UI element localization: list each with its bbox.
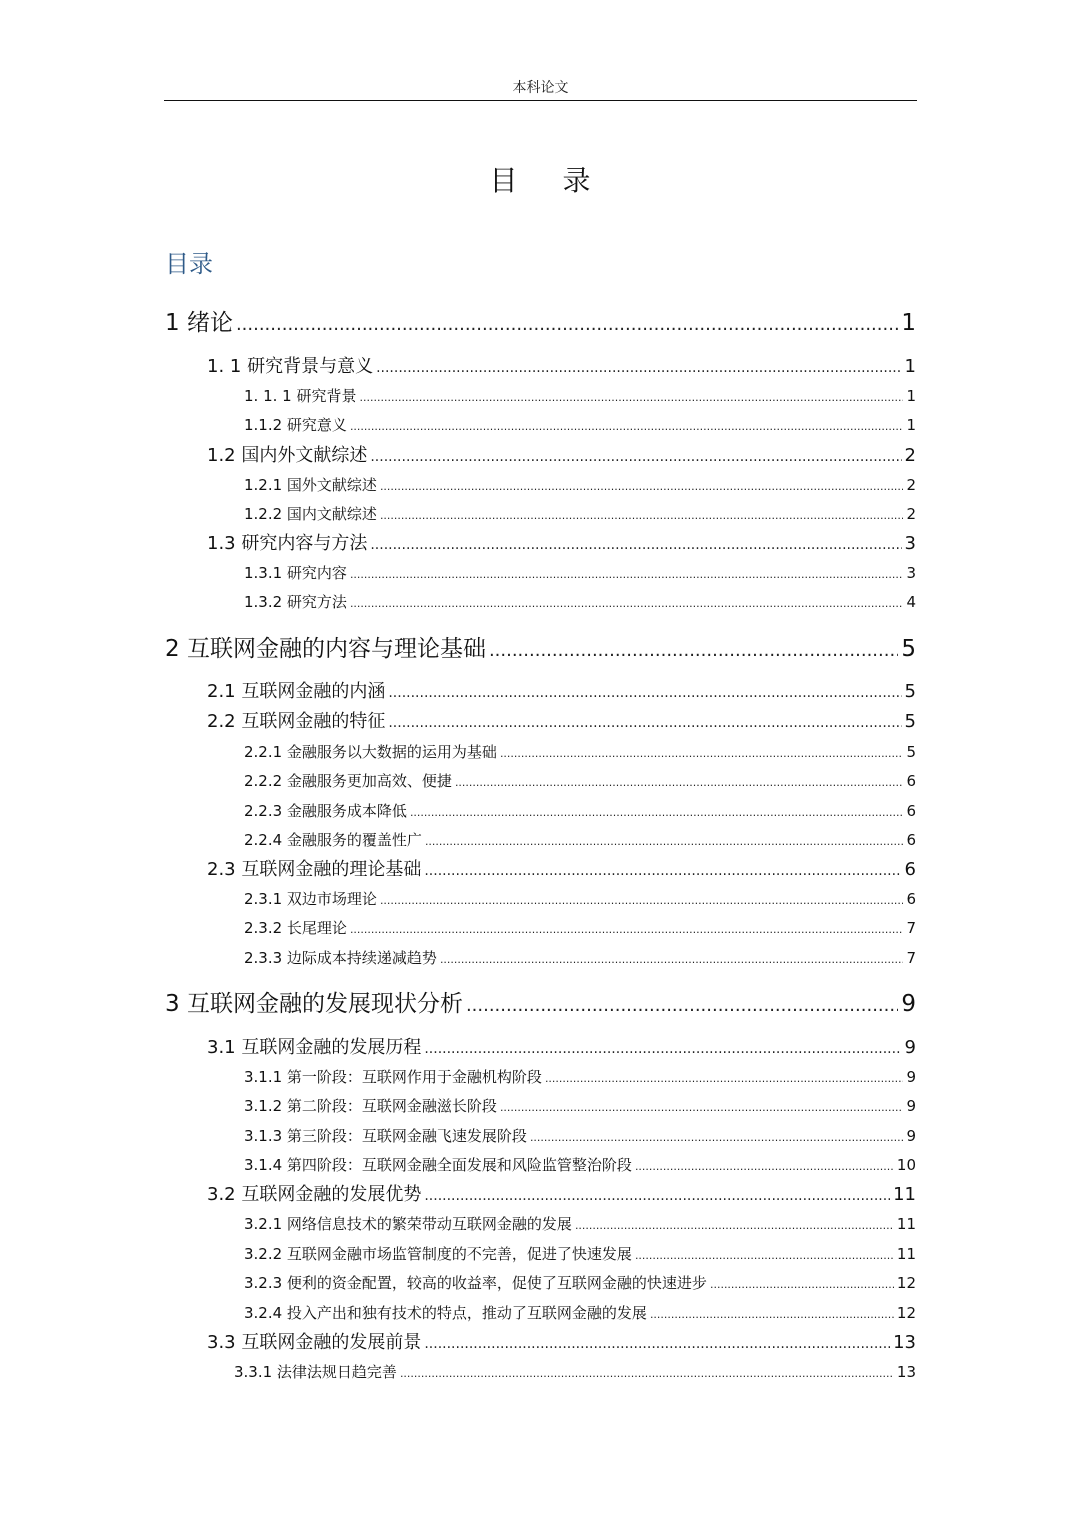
toc-entry-page: 9 [901,991,916,1017]
toc-entry-2-2-4[interactable] [244,829,916,851]
toc-entry-label: 1.3 研究内容与方法 [207,533,368,554]
toc-entry-label: 2.2.2 金融服务更加高效、便捷 [244,772,452,790]
dot-leader [400,1363,894,1383]
dot-leader [350,416,904,436]
toc-entry-label: 1.3.1 研究内容 [244,564,347,582]
toc-entry-2-2-2[interactable] [244,770,916,792]
toc-entry-page: 5 [906,743,916,761]
dot-leader [425,831,904,851]
toc-entry-page: 7 [906,919,916,937]
dot-leader [410,802,904,822]
dot-leader [380,505,904,525]
toc-entry-1-2[interactable] [207,443,916,469]
toc-entry-label: 3.2.2 互联网金融市场监管制度的不完善，促进了快速发展 [244,1245,632,1263]
toc-entry-label: 2.3.2 长尾理论 [244,919,347,937]
toc-entry-label: 3.1.2 第二阶段：互联网金融滋长阶段 [244,1097,497,1115]
toc-entry-label: 3.2.3 便利的资金配置，较高的收益率，促使了互联网金融的快速进步 [244,1274,707,1292]
toc-entry-3-1-1[interactable] [244,1066,916,1088]
toc-entry-label: 2.2 互联网金融的特征 [207,711,386,732]
toc-entry-1[interactable] [165,307,916,339]
toc-entry-page: 13 [896,1363,916,1381]
toc-entry-1-1[interactable] [207,354,916,380]
toc-entry-label: 1.3.2 研究方法 [244,593,347,611]
toc-entry-1-3[interactable] [207,531,916,557]
toc-entry-page: 3 [904,533,916,554]
dot-leader [350,564,904,584]
dot-leader [424,858,901,883]
toc-entry-label: 3.1.4 第四阶段：互联网金融全面发展和风险监管整治阶段 [244,1156,632,1174]
dot-leader [388,680,901,705]
toc-entry-3-2-1[interactable] [244,1213,916,1235]
dot-leader [500,1097,904,1117]
toc-entry-label: 3.1 互联网金融的发展历程 [207,1037,422,1058]
dot-leader [370,532,901,557]
dot-leader [380,890,904,910]
dot-leader [350,593,904,613]
dot-leader [466,990,898,1020]
toc-entry-2-2-1[interactable] [244,741,916,763]
toc-entry-3-3-1[interactable] [234,1361,916,1383]
toc-entry-3-1-2[interactable] [244,1095,916,1117]
toc-entry-page: 11 [896,1245,916,1263]
dot-leader [350,919,904,939]
toc-entry-2-2-3[interactable] [244,800,916,822]
toc-entry-label: 3.3 互联网金融的发展前景 [207,1332,422,1353]
toc-entry-page: 5 [904,681,916,702]
toc-entry-3-2-4[interactable] [244,1302,916,1324]
toc-entry-page: 7 [906,949,916,967]
dot-leader [710,1274,894,1294]
dot-leader [500,743,904,763]
toc-entry-3-2-3[interactable] [244,1272,916,1294]
toc-entry-label: 2.2.3 金融服务成本降低 [244,802,407,820]
toc-entry-label: 1 绪论 [165,310,233,336]
dot-leader [545,1068,904,1088]
dot-leader [424,1331,890,1356]
toc-entry-1-2-1[interactable] [244,474,916,496]
toc-entry-label: 2.2.4 金融服务的覆盖性广 [244,831,422,849]
toc-entry-label: 3.2.1 网络信息技术的繁荣带动互联网金融的发展 [244,1215,572,1233]
toc-entry-page: 11 [896,1215,916,1233]
toc-entry-page: 9 [906,1068,916,1086]
toc-entry-label: 3.1.3 第三阶段：互联网金融飞速发展阶段 [244,1127,527,1145]
toc-entry-page: 5 [904,711,916,732]
dot-leader [635,1156,894,1176]
page-title: 目 录 [489,163,609,197]
toc-entry-page: 6 [906,802,916,820]
dot-leader [388,710,901,735]
toc-entry-page: 2 [904,445,916,466]
toc-entry-page: 12 [896,1274,916,1292]
toc-entry-label: 2.1 互联网金融的内涵 [207,681,386,702]
toc-entry-label: 1. 1 研究背景与意义 [207,356,374,377]
dot-leader [380,476,904,496]
toc-entry-2-2[interactable] [207,709,916,735]
toc-entry-label: 1.1.2 研究意义 [244,416,347,434]
toc-entry-label: 2.3 互联网金融的理论基础 [207,859,422,880]
dot-leader [575,1215,894,1235]
toc-entry-page: 6 [906,831,916,849]
toc-entry-2-3-3[interactable] [244,947,916,969]
dot-leader [236,309,898,339]
toc-entry-label: 3.2 互联网金融的发展优势 [207,1184,422,1205]
toc-entry-label: 1.2.2 国内文献综述 [244,505,377,523]
running-header: 本科论文 [164,76,917,101]
toc-entry-label: 1. 1. 1 研究背景 [244,387,357,405]
dot-leader [530,1127,904,1147]
toc-entry-page: 1 [904,356,916,377]
dot-leader [359,387,903,407]
toc-entry-label: 1.2.1 国外文献综述 [244,476,377,494]
toc-entry-page: 3 [906,564,916,582]
toc-entry-page: 6 [904,859,916,880]
toc-entry-3-1[interactable] [207,1035,916,1061]
toc-entry-page: 11 [893,1184,916,1205]
toc-entry-page: 1 [906,416,916,434]
toc-entry-3-2-2[interactable] [244,1243,916,1265]
toc-entry-label: 2 互联网金融的内容与理论基础 [165,636,486,662]
toc-entry-3-3[interactable] [207,1330,916,1356]
toc-entry-2-1[interactable] [207,679,916,705]
dot-leader [650,1304,894,1324]
toc-entry-page: 6 [906,772,916,790]
toc-entry-2-3[interactable] [207,857,916,883]
toc-entry-1-3-1[interactable] [244,562,916,584]
dot-leader [370,444,901,469]
toc-entry-page: 13 [893,1332,916,1353]
toc-entry-label: 3.2.4 投入产出和独有技术的特点，推动了互联网金融的发展 [244,1304,647,1322]
toc-entry-page: 2 [906,505,916,523]
toc-entry-3-1-4[interactable] [244,1154,916,1176]
toc-entry-page: 1 [901,310,916,336]
toc-entry-page: 9 [906,1097,916,1115]
toc-entry-1-1-1[interactable] [244,385,916,407]
dot-leader [635,1245,894,1265]
toc-entry-3-1-3[interactable] [244,1125,916,1147]
dot-leader [489,635,898,665]
toc-entry-3[interactable] [165,988,916,1020]
toc-entry-label: 3.1.1 第一阶段：互联网作用于金融机构阶段 [244,1068,542,1086]
toc-entry-label: 3.3.1 法律法规日趋完善 [234,1363,397,1381]
toc-entry-label: 2.2.1 金融服务以大数据的运用为基础 [244,743,497,761]
toc-entry-2-3-1[interactable] [244,888,916,910]
dot-leader [440,949,904,969]
toc-entry-label: 1.2 国内外文献综述 [207,445,368,466]
toc-entry-page: 9 [906,1127,916,1145]
toc-entry-page: 2 [906,476,916,494]
toc-entry-3-2[interactable] [207,1182,916,1208]
toc-entry-1-3-2[interactable] [244,591,916,613]
toc-entry-page: 12 [896,1304,916,1322]
toc-entry-label: 2.3.3 边际成本持续递减趋势 [244,949,437,967]
toc-entry-page: 6 [906,890,916,908]
toc-entry-page: 1 [906,387,916,405]
toc-entry-2[interactable] [165,633,916,665]
toc-heading: 目录 [165,250,213,278]
toc-entry-page: 4 [906,593,916,611]
toc-entry-page: 9 [904,1037,916,1058]
dot-leader [376,355,901,380]
toc-entry-2-3-2[interactable] [244,917,916,939]
dot-leader [424,1036,901,1061]
dot-leader [424,1183,890,1208]
toc-entry-1-1-2[interactable] [244,414,916,436]
toc-entry-page: 10 [896,1156,916,1174]
toc-entry-1-2-2[interactable] [244,503,916,525]
toc-entry-page: 5 [901,636,916,662]
dot-leader [455,772,904,792]
toc-entry-label: 3 互联网金融的发展现状分析 [165,991,463,1017]
toc-entry-label: 2.3.1 双边市场理论 [244,890,377,908]
